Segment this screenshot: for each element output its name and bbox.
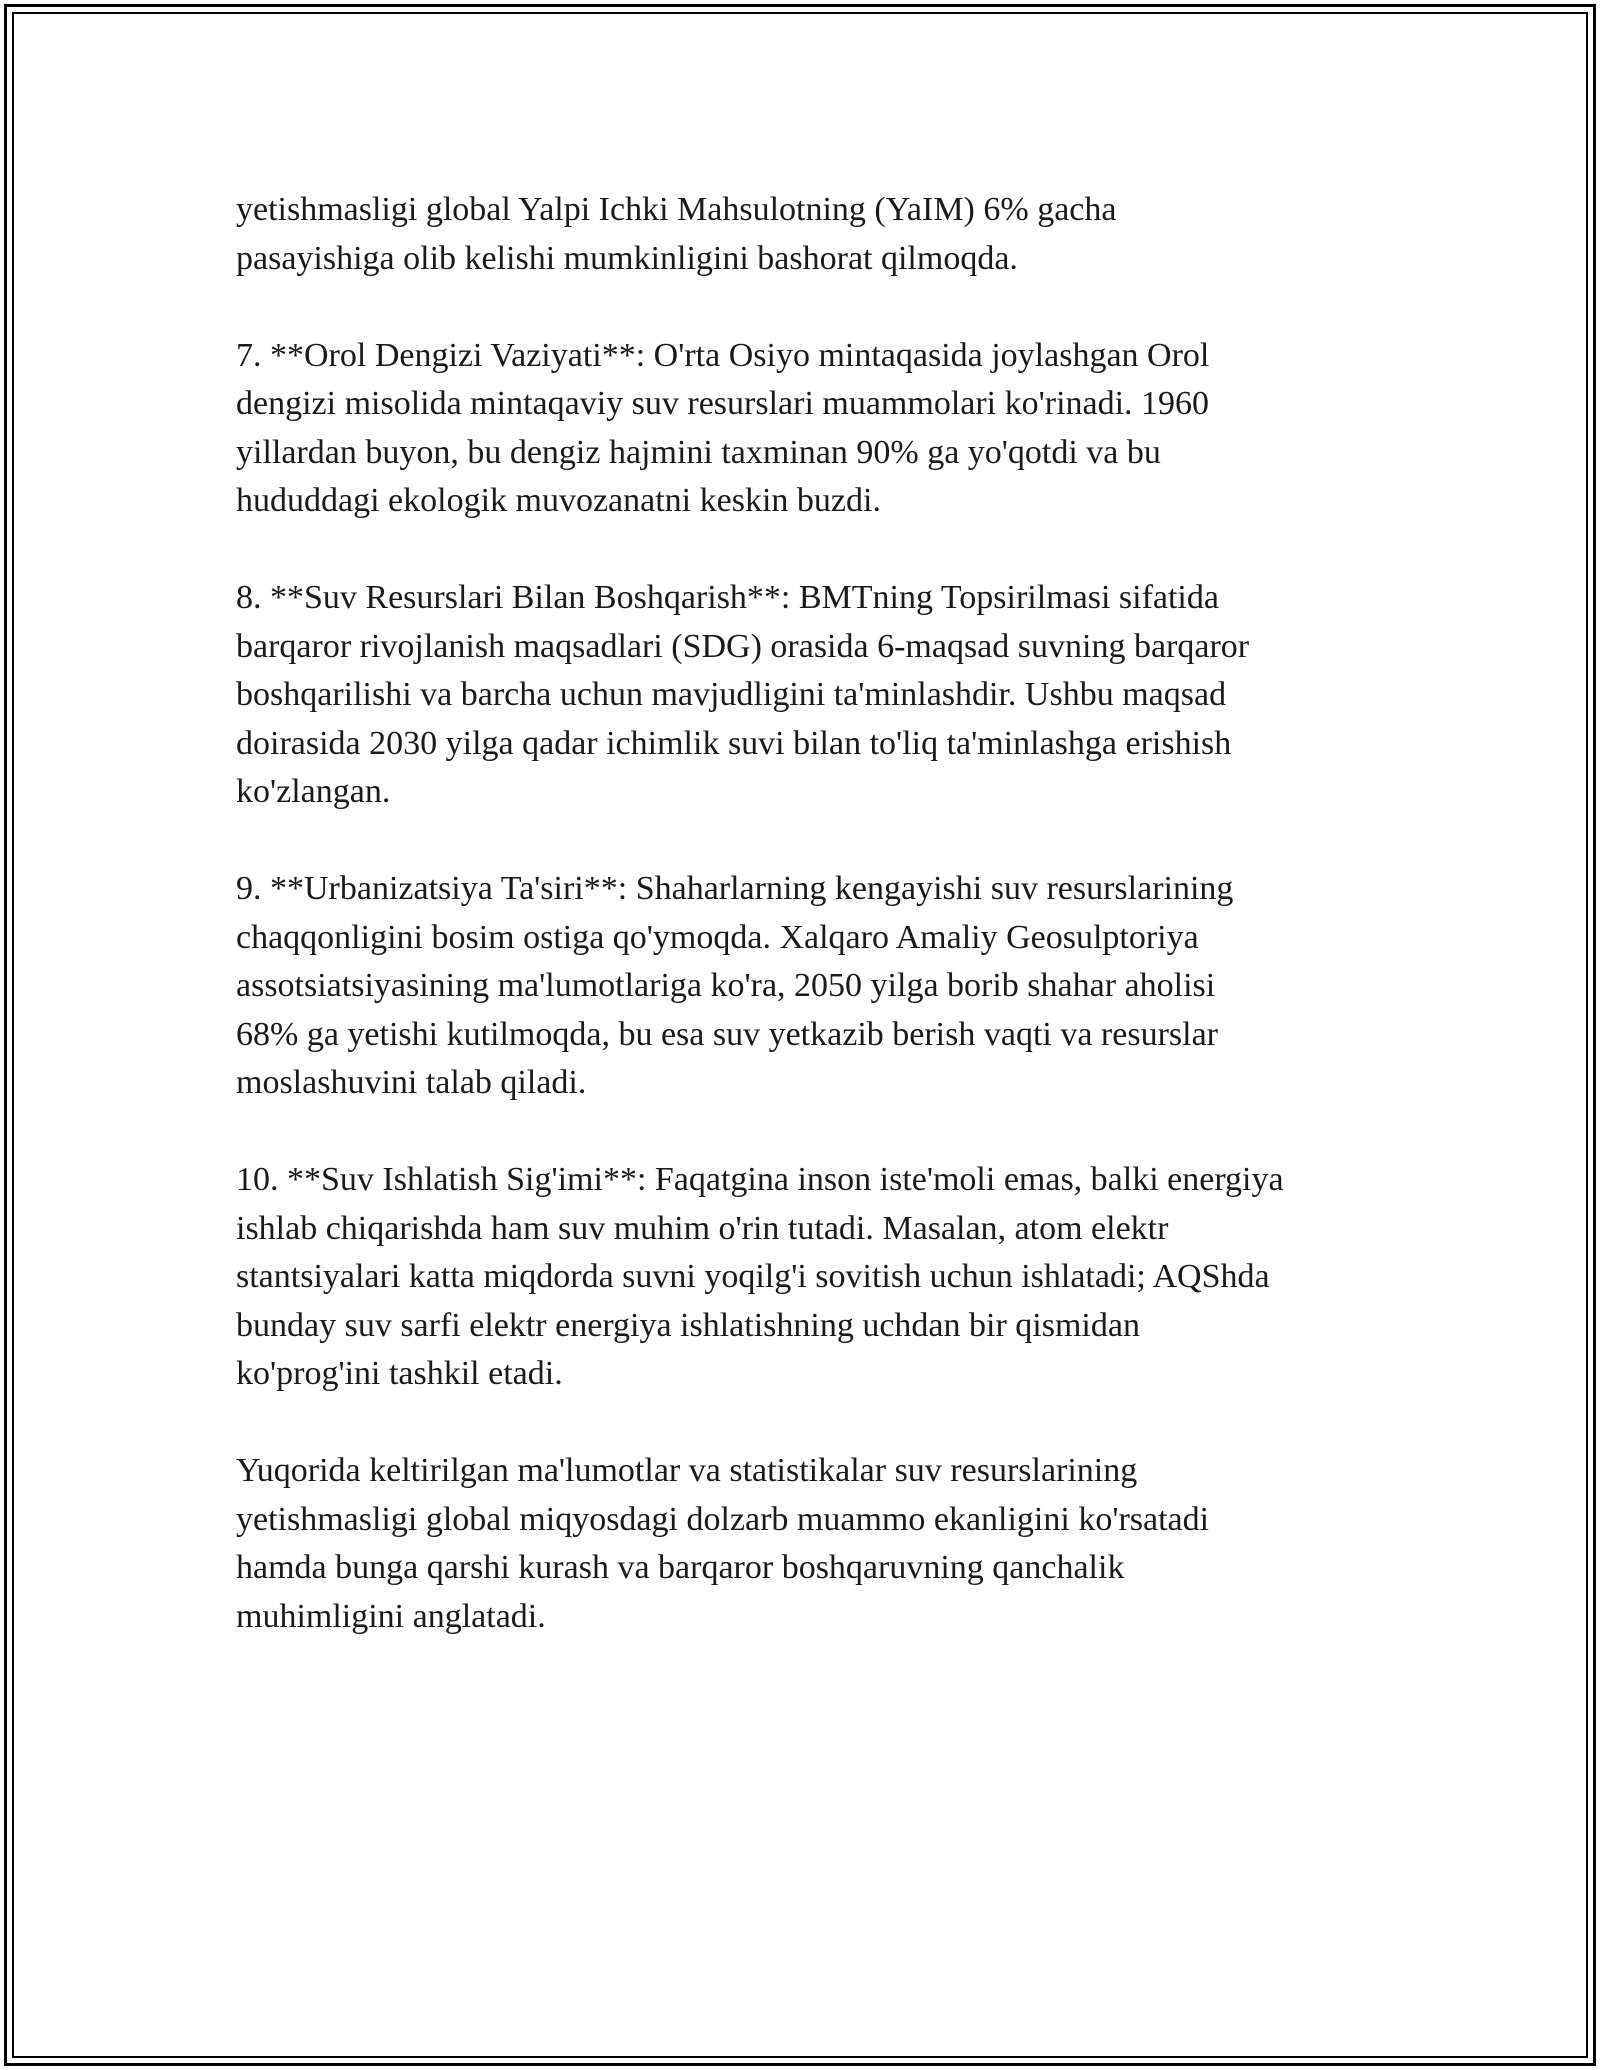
paragraph-item-9: 9. **Urbanizatsiya Ta'siri**: Shaharlarning kengayishi suv resurslarining chaqqonligini bosim ostiga qo'ymoqda. Xalqaro Amaliy Geosulptoriya assotsiatsiyasining ma'lumotlariga ko'ra, 2050 yilga borib shahar aholisi 68% ga yetishi kutilmoqda, bu esa suv yetkazib berish vaqti va resurslar moslashuvini talab qiladi.: [236, 870, 1234, 1101]
document-body: [236, 186, 1436, 1690]
paragraph-item-8: 8. **Suv Resurslari Bilan Boshqarish**: BMTning Topsirilmasi sifatida barqaror rivojlanish maqsadlari (SDG) orasida 6-maqsad suvning barqaror boshqarilishi va barcha uchun mavjudligini ta'minlashdir. Ushbu maqsad doirasida 2030 yilga qadar ichimlik suvi bilan to'liq ta'minlashga erishish ko'zlangan.: [236, 579, 1250, 810]
paragraph-item-7: 7. **Orol Dengizi Vaziyati**: O'rta Osiyo mintaqasida joylashgan Orol dengizi misolida mintaqaviy suv resurslari muammolari ko'rinadi. 1960 yillardan buyon, bu dengiz hajmini taxminan 90% ga yo'qotdi va bu hududdagi ekologik muvozanatni keskin buzdi.: [236, 336, 1210, 519]
paragraph-conclusion: Yuqorida keltirilgan ma'lumotlar va statistikalar suv resurslarining yetishmasligi global miqyosdagi dolzarb muammo ekanligini ko'rsatadi hamda bunga qarshi kurash va barqaror boshqaruvning qanchalik muhimligini anglatadi.: [236, 1452, 1210, 1635]
paragraph-item-10: 10. **Suv Ishlatish Sig'imi**: Faqatgina inson iste'moli emas, balki energiya ishlab chiqarishda ham suv muhim o'rin tutadi. Masalan, atom elektr stantsiyalari katta miqdorda suvni yoqilg'i sovitish uchun ishlatadi; AQShda bunday suv sarfi elektr energiya ishlatishning uchdan bir qismidan ko'prog'ini tashkil etadi.: [236, 1161, 1284, 1392]
paragraph-intro-continuation: yetishmasligi global Yalpi Ichki Mahsulotning (YaIM) 6% gacha pasayishiga olib kelishi mumkinligini bashorat qilmoqda.: [236, 191, 1117, 277]
